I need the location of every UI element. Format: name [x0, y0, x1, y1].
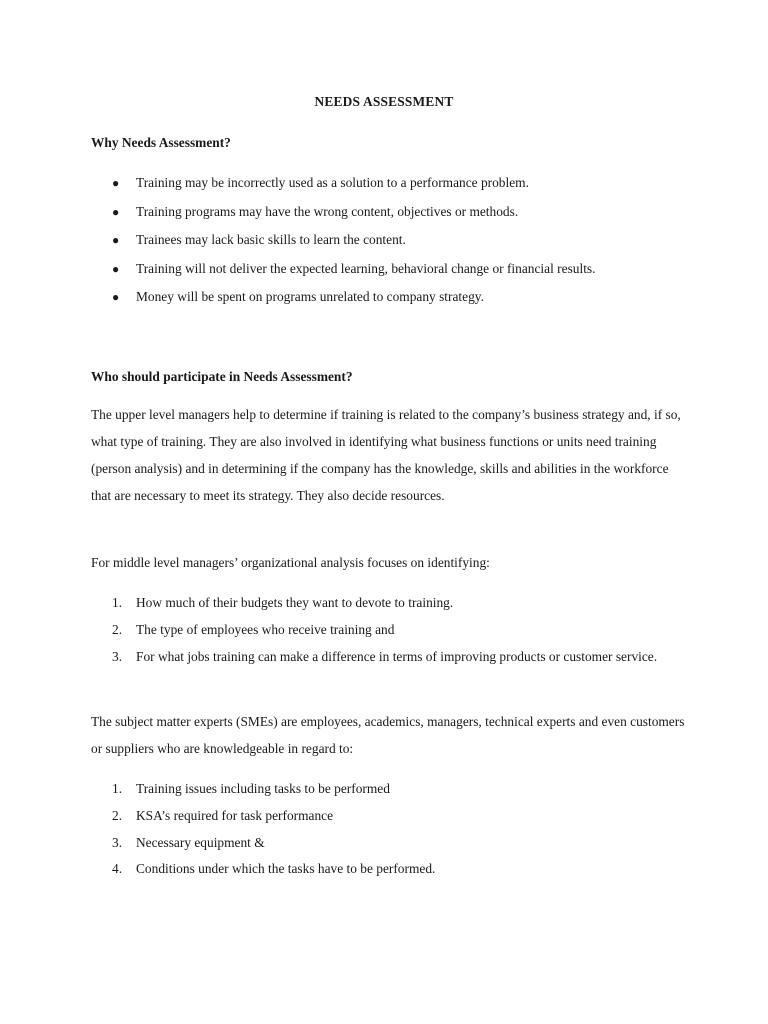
list-item: 2. The type of employees who receive training and: [112, 621, 395, 637]
list-item: 3. For what jobs training can make a difference in terms of improving products or customer service.: [112, 648, 658, 664]
bullet-icon: ●: [112, 261, 120, 276]
list-item: 1. How much of their budgets they want to devote to training.: [112, 595, 454, 610]
bullet-icon: ●: [112, 233, 120, 248]
list-item: ● Training programs may have the wrong content, objectives or methods.: [112, 203, 519, 219]
bullet-icon: ●: [112, 204, 120, 219]
bullet-list-reasons: [91, 175, 595, 318]
bullet-icon: ●: [112, 176, 120, 190]
list-item: 2. KSA’s required for task performance: [112, 807, 334, 823]
paragraph-smes: The subject matter experts (SMEs) are employees, academics, managers, technical experts and even customers or suppliers who are knowledgeable in regard to:: [91, 714, 685, 756]
list-item: 4. Conditions under which the tasks have to be performed.: [112, 861, 436, 877]
paragraph-upper-managers: The upper level managers help to determine if training is related to the company’s business strategy and, if so, what type of training. They are also involved in identifying what business functions or units need training (person analysis) and in determining if the company has the knowledge, skills and abilities in the workforce that are necessary to meet its strategy. They also decide resources.: [91, 407, 681, 503]
numbered-list-middle-managers: [91, 590, 691, 670]
bullet-icon: ●: [112, 290, 120, 305]
list-item: ● Money will be spent on programs unrelated to company strategy.: [112, 289, 484, 305]
section-heading-who: Who should participate in Needs Assessment?: [91, 369, 353, 384]
list-item: 1. Training issues including tasks to be performed: [112, 781, 390, 796]
list-item: 3. Necessary equipment &: [112, 834, 265, 850]
list-item: ● Trainees may lack basic skills to learn the content.: [112, 232, 406, 248]
document-title: NEEDS ASSESSMENT: [314, 94, 454, 109]
numbered-list-smes: [91, 776, 691, 883]
list-item: ● Training may be incorrectly used as a solution to a performance problem.: [112, 175, 529, 190]
paragraph-middle-managers: For middle level managers’ organizational analysis focuses on identifying:: [91, 555, 490, 570]
list-item: ● Training will not deliver the expected learning, behavioral change or financial results.: [112, 260, 596, 276]
section-heading-why: Why Needs Assessment?: [91, 135, 231, 150]
